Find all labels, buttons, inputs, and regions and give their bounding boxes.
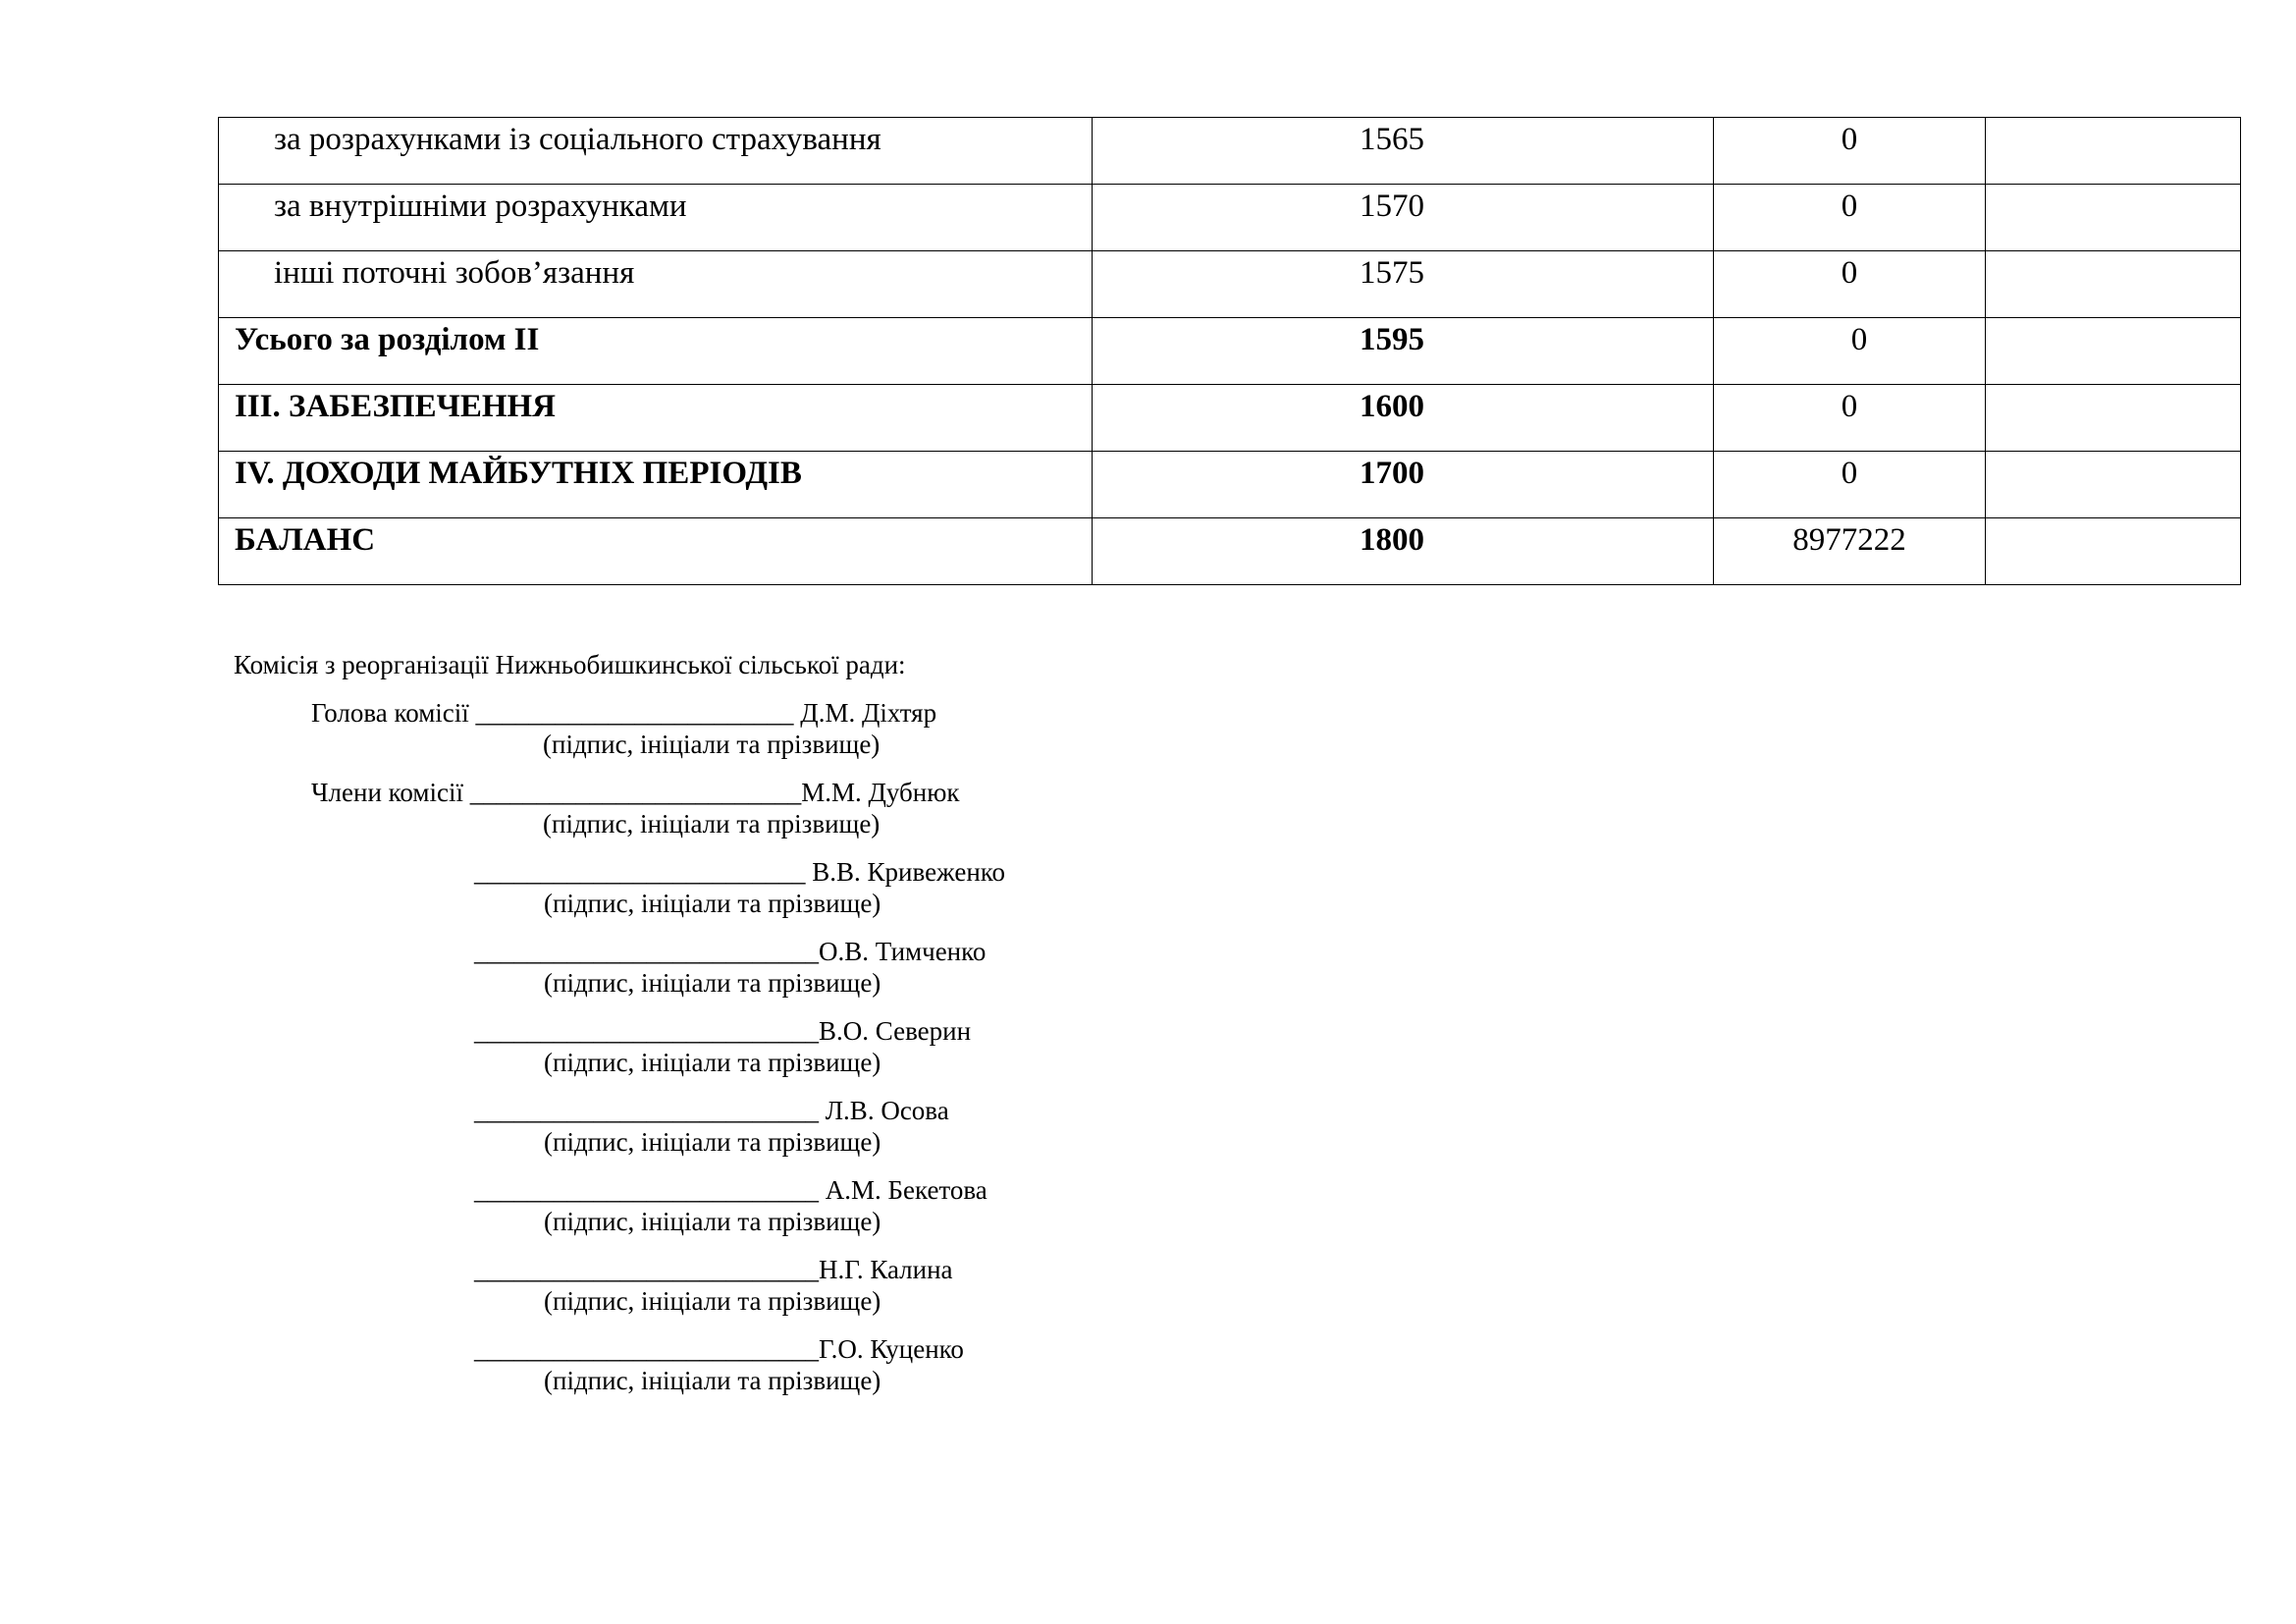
row-code-cell bbox=[1093, 118, 1714, 185]
row-extra-cell bbox=[1986, 185, 2241, 251]
row-name: Усього за розділом II bbox=[235, 322, 540, 357]
row-code: 1595 bbox=[1360, 322, 1424, 357]
row-code: 1600 bbox=[1360, 389, 1424, 424]
row-name-cell bbox=[219, 518, 1093, 585]
signature-caption: (підпис, ініціали та прізвище) bbox=[544, 1286, 881, 1316]
signature-caption: (підпис, ініціали та прізвище) bbox=[544, 1048, 881, 1077]
row-value: 0 bbox=[1841, 189, 1858, 224]
row-code: 1565 bbox=[1360, 122, 1424, 157]
row-name-cell bbox=[219, 452, 1093, 518]
row-extra bbox=[1986, 385, 2240, 391]
row-value-cell bbox=[1714, 251, 1986, 318]
signature-caption: (підпис, ініціали та прізвище) bbox=[544, 1366, 881, 1395]
row-name: IV. ДОХОДИ МАЙБУТНІХ ПЕРІОДІВ bbox=[235, 456, 802, 491]
row-name-cell bbox=[219, 318, 1093, 385]
row-extra-cell bbox=[1986, 385, 2241, 452]
row-value-cell bbox=[1714, 452, 1986, 518]
signature-caption: (підпис, ініціали та прізвище) bbox=[544, 1207, 881, 1236]
row-value: 0 bbox=[1841, 456, 1858, 491]
table-row bbox=[219, 385, 2241, 452]
table-row bbox=[219, 452, 2241, 518]
row-name-cell bbox=[219, 385, 1093, 452]
commission-title: Комісія з реорганізації Нижньобишкинської сільської ради: bbox=[234, 650, 906, 679]
row-value: 8977222 bbox=[1792, 522, 1906, 558]
row-code-cell bbox=[1093, 185, 1714, 251]
row-code-cell bbox=[1093, 518, 1714, 585]
row-extra bbox=[1986, 518, 2240, 524]
row-value-cell bbox=[1714, 118, 1986, 185]
row-extra bbox=[1986, 118, 2240, 124]
row-value-cell bbox=[1714, 518, 1986, 585]
row-code-cell bbox=[1093, 251, 1714, 318]
member-signature-line: __________________________ А.М. Бекетова bbox=[474, 1175, 988, 1205]
row-value: 0 bbox=[1841, 255, 1858, 291]
table-row bbox=[219, 318, 2241, 385]
row-extra bbox=[1986, 251, 2240, 257]
member-signature-line: __________________________Г.О. Куценко bbox=[474, 1334, 964, 1364]
table-row bbox=[219, 251, 2241, 318]
row-value-cell bbox=[1714, 185, 1986, 251]
row-name: III. ЗАБЕЗПЕЧЕННЯ bbox=[235, 389, 557, 424]
signature-caption: (підпис, ініціали та прізвище) bbox=[543, 730, 881, 759]
row-name-cell bbox=[219, 185, 1093, 251]
row-name: за внутрішніми розрахунками bbox=[274, 189, 687, 224]
row-name: інші поточні зобов’язання bbox=[274, 255, 635, 291]
row-name-cell bbox=[219, 251, 1093, 318]
member-signature-line: __________________________О.В. Тимченко bbox=[474, 937, 987, 966]
chair-signature-line: Голова комісії ________________________ Д.М. Діхтяр bbox=[311, 698, 937, 728]
signature-caption: (підпис, ініціали та прізвище) bbox=[544, 1127, 881, 1157]
row-name: за розрахунками із соціального страхування bbox=[274, 122, 881, 157]
signature-caption: (підпис, ініціали та прізвище) bbox=[544, 889, 881, 918]
balance-table bbox=[218, 117, 2241, 585]
row-code-cell bbox=[1093, 318, 1714, 385]
row-value: 0 bbox=[1841, 389, 1858, 424]
row-extra-cell bbox=[1986, 452, 2241, 518]
row-name: БАЛАНС bbox=[235, 522, 376, 558]
row-code: 1570 bbox=[1360, 189, 1424, 224]
table-row bbox=[219, 185, 2241, 251]
row-extra-cell bbox=[1986, 118, 2241, 185]
row-code: 1700 bbox=[1360, 456, 1424, 491]
row-value-cell bbox=[1714, 318, 1986, 385]
row-code: 1575 bbox=[1360, 255, 1424, 291]
row-code-cell bbox=[1093, 452, 1714, 518]
row-value: 0 bbox=[1850, 322, 1868, 357]
row-extra bbox=[1986, 318, 2240, 324]
row-code-cell bbox=[1093, 385, 1714, 452]
member-signature-line: __________________________В.О. Северин bbox=[474, 1016, 972, 1046]
row-value: 0 bbox=[1841, 122, 1858, 157]
row-extra bbox=[1986, 185, 2240, 190]
member-signature-line: _________________________ В.В. Кривеженко bbox=[474, 857, 1006, 887]
table-row bbox=[219, 118, 2241, 185]
member-signature-line: __________________________Н.Г. Калина bbox=[474, 1255, 953, 1284]
table-row bbox=[219, 518, 2241, 585]
row-extra bbox=[1986, 452, 2240, 458]
members-signature-line: Члени комісії _________________________М.М. Дубнюк bbox=[311, 778, 960, 807]
signature-caption: (підпис, ініціали та прізвище) bbox=[543, 809, 881, 839]
row-code: 1800 bbox=[1360, 522, 1424, 558]
row-extra-cell bbox=[1986, 518, 2241, 585]
member-signature-line: __________________________ Л.В. Осова bbox=[474, 1096, 949, 1125]
row-name-cell bbox=[219, 118, 1093, 185]
signature-caption: (підпис, ініціали та прізвище) bbox=[544, 968, 881, 998]
row-extra-cell bbox=[1986, 251, 2241, 318]
row-value-cell bbox=[1714, 385, 1986, 452]
row-extra-cell bbox=[1986, 318, 2241, 385]
